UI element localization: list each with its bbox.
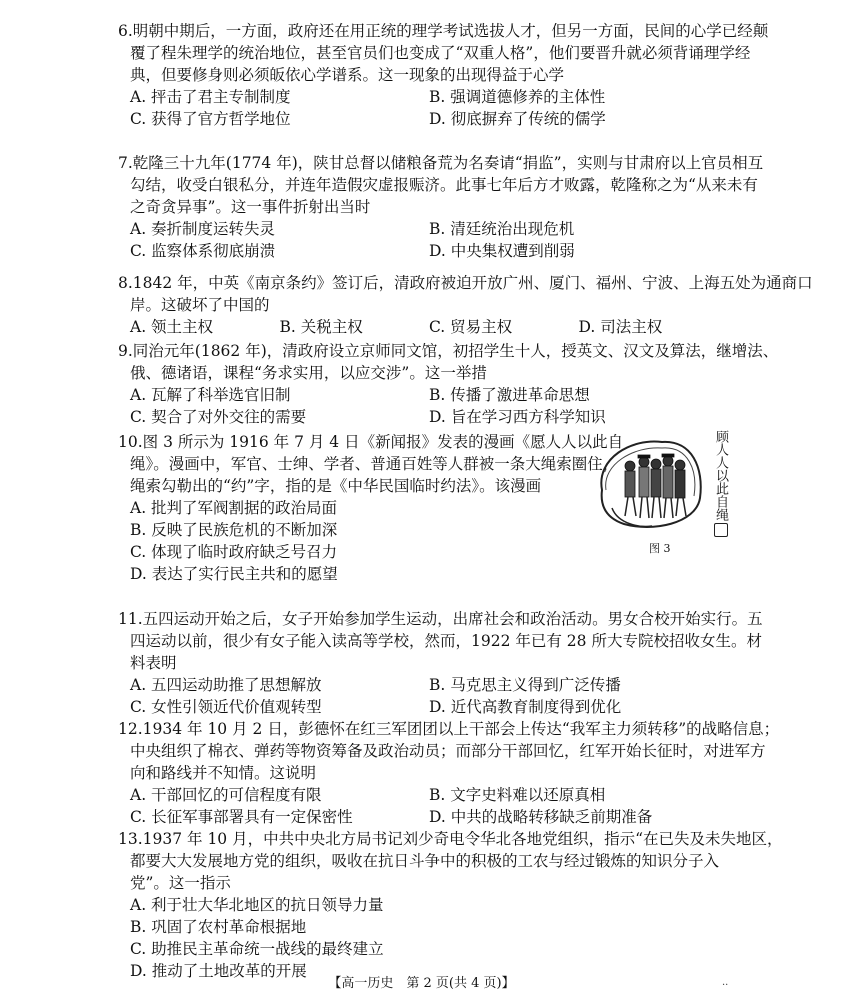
option-a: A. 五四运动助推了思想解放 bbox=[130, 676, 322, 694]
options-row bbox=[118, 108, 728, 130]
cartoon-title bbox=[712, 430, 728, 526]
question-stem-line: 岸。这破坏了中国的 bbox=[130, 296, 270, 314]
option-c: C. 长征军事部署具有一定保密性 bbox=[130, 808, 353, 826]
options-row bbox=[118, 218, 728, 240]
options-row bbox=[118, 784, 728, 806]
option-d: D. 推动了土地改革的开展 bbox=[130, 962, 307, 980]
question-stem-line: 向和路线并不知情。这说明 bbox=[130, 764, 317, 782]
option-d: D. 旨在学习西方科学知识 bbox=[429, 408, 606, 426]
options-row bbox=[118, 696, 728, 718]
option-b: B. 清廷统治出现危机 bbox=[429, 220, 575, 238]
option-c: C. 获得了官方哲学地位 bbox=[130, 110, 291, 128]
option-d: D. 中共的战略转移缺乏前期准备 bbox=[429, 808, 653, 826]
question-stem-line: 四运动以前，很少有女子能入读高等学校，然而，1922 年已有 28 所大专院校招收女生。材 bbox=[130, 632, 762, 650]
question-stem-line: 12.1934 年 10 月 2 日，彭德怀在红三军团团以上干部会上传达“我军主力须转移”的战略信息； bbox=[118, 720, 780, 738]
option-c: C. 体现了临时政府缺乏号召力 bbox=[130, 543, 338, 561]
question-stem-line: 6.明朝中期后，一方面，政府还在用正统的理学考试选拔人才，但另一方面，民间的心学已经颠 bbox=[118, 22, 769, 40]
question-stem-line: 11.五四运动开始之后，女子开始参加学生运动，出席社会和政治活动。男女合校开始实行。五 bbox=[118, 610, 763, 628]
option-c: C. 女性引领近代价值观转型 bbox=[130, 698, 322, 716]
question-stem-line: 中央组织了棉衣、弹药等物资筹备及政治动员；而部分干部回忆，红军开始长征时，对进军方 bbox=[130, 742, 766, 760]
option-a: A. 干部回忆的可信程度有限 bbox=[130, 786, 322, 804]
question-stem-line: 13.1937 年 10 月，中共中央北方局书记刘少奇电令华北各地党组织，指示“在已失及未失地区， bbox=[118, 830, 783, 848]
question-10 bbox=[118, 431, 624, 585]
option-a: A. 利于壮大华北地区的抗日领导力量 bbox=[130, 896, 384, 914]
options-row bbox=[118, 86, 728, 108]
option-a: A. 抨击了君主专制制度 bbox=[130, 88, 291, 106]
option-b: B. 传播了激进革命思想 bbox=[429, 386, 590, 404]
question-stem-line: 10.图 3 所示为 1916 年 7 月 4 日《新闻报》发表的漫画《愿人人以此自 bbox=[118, 433, 624, 451]
question-stem-line: 料表明 bbox=[130, 654, 177, 672]
options-row bbox=[118, 316, 728, 338]
option-d: D. 司法主权 bbox=[578, 318, 663, 336]
option-a: A. 瓦解了科举选官旧制 bbox=[130, 386, 291, 404]
option-a: A. 批判了军阀割据的政治局面 bbox=[130, 499, 338, 517]
options-row bbox=[118, 806, 728, 828]
question-11 bbox=[118, 608, 763, 718]
question-stem-line: 勾结，收受白银私分，并连年造假灾虚报赈济。此事七年后方才败露，乾隆称之为“从来未有 bbox=[130, 176, 758, 194]
option-a: A. 领土主权 bbox=[130, 318, 214, 336]
question-stem-line: 绳索勾勒出的“约”字，指的是《中华民国临时约法》。该漫画 bbox=[130, 477, 542, 495]
option-b: B. 反映了民族危机的不断加深 bbox=[130, 521, 338, 539]
option-b: B. 巩固了农村革命根据地 bbox=[130, 918, 307, 936]
question-12 bbox=[118, 718, 780, 828]
option-c: C. 贸易主权 bbox=[429, 318, 513, 336]
options-row bbox=[118, 674, 728, 696]
question-13 bbox=[118, 828, 783, 982]
option-b: B. 强调道德修养的主体性 bbox=[429, 88, 606, 106]
question-7 bbox=[118, 152, 764, 262]
question-stem-line: 覆了程朱理学的统治地位，甚至官员们也变成了“双重人格”，他们要晋升就必须背诵理学经 bbox=[130, 44, 751, 62]
page-footer: 【高一历史 第 2 页(共 4 页)】 bbox=[328, 976, 515, 991]
question-stem-line: 7.乾隆三十九年(1774 年)，陕甘总督以储粮备荒为名奏请“捐监”，实则与甘肃府以上官员相互 bbox=[118, 154, 764, 172]
option-c: C. 契合了对外交往的需要 bbox=[130, 408, 307, 426]
seal-icon bbox=[714, 523, 728, 537]
options-row bbox=[118, 384, 728, 406]
option-d: D. 近代高教育制度得到优化 bbox=[429, 698, 622, 716]
question-stem-line: 绳》。漫画中，军官、士绅、学者、普通百姓等人群被一条大绳索圈住， bbox=[130, 455, 619, 473]
option-c: C. 监察体系彻底崩溃 bbox=[130, 242, 276, 260]
option-d: D. 中央集权遭到削弱 bbox=[429, 242, 575, 260]
option-b: B. 马克思主义得到广泛传播 bbox=[429, 676, 621, 694]
option-b: B. 关税主权 bbox=[279, 318, 363, 336]
cartoon-title-text: 顾人人以此自绳 bbox=[713, 430, 728, 521]
cartoon-illustration bbox=[592, 428, 732, 540]
question-stem-line: 党”。这一指示 bbox=[130, 874, 231, 892]
cartoon-figure bbox=[592, 428, 732, 558]
question-stem-line: 俄、德诸语，课程“务求实用，以应交涉”。这一举措 bbox=[130, 364, 487, 382]
options-row bbox=[118, 240, 728, 262]
question-8 bbox=[118, 272, 813, 338]
question-stem-line: 8.1842 年，中英《南京条约》签订后，清政府被迫开放广州、厦门、福州、宁波、上海五处为通商口 bbox=[118, 274, 813, 292]
question-stem-line: 9.同治元年(1862 年)，清政府设立京师同文馆，初招学生十人，授英文、汉文及算法，继增法、 bbox=[118, 342, 779, 360]
corner-mark: ·· bbox=[722, 980, 729, 991]
option-d: D. 彻底摒弃了传统的儒学 bbox=[429, 110, 606, 128]
option-d: D. 表达了实行民主共和的愿望 bbox=[130, 565, 338, 583]
figure-caption: 图 3 bbox=[649, 542, 671, 555]
question-6 bbox=[118, 20, 769, 130]
option-b: B. 文字史料难以还原真相 bbox=[429, 786, 606, 804]
question-stem-line: 之奇贪异事”。这一事件折射出当时 bbox=[130, 198, 371, 216]
question-9 bbox=[118, 340, 779, 428]
option-a: A. 奏折制度运转失灵 bbox=[130, 220, 276, 238]
question-stem-line: 都要大大发展地方党的组织，吸收在抗日斗争中的积极的工农与经过锻炼的知识分子入 bbox=[130, 852, 720, 870]
options-row bbox=[118, 406, 728, 428]
question-stem-line: 典，但要修身则必须皈依心学谱系。这一现象的出现得益于心学 bbox=[130, 66, 565, 84]
option-c: C. 助推民主革命统一战线的最终建立 bbox=[130, 940, 384, 958]
